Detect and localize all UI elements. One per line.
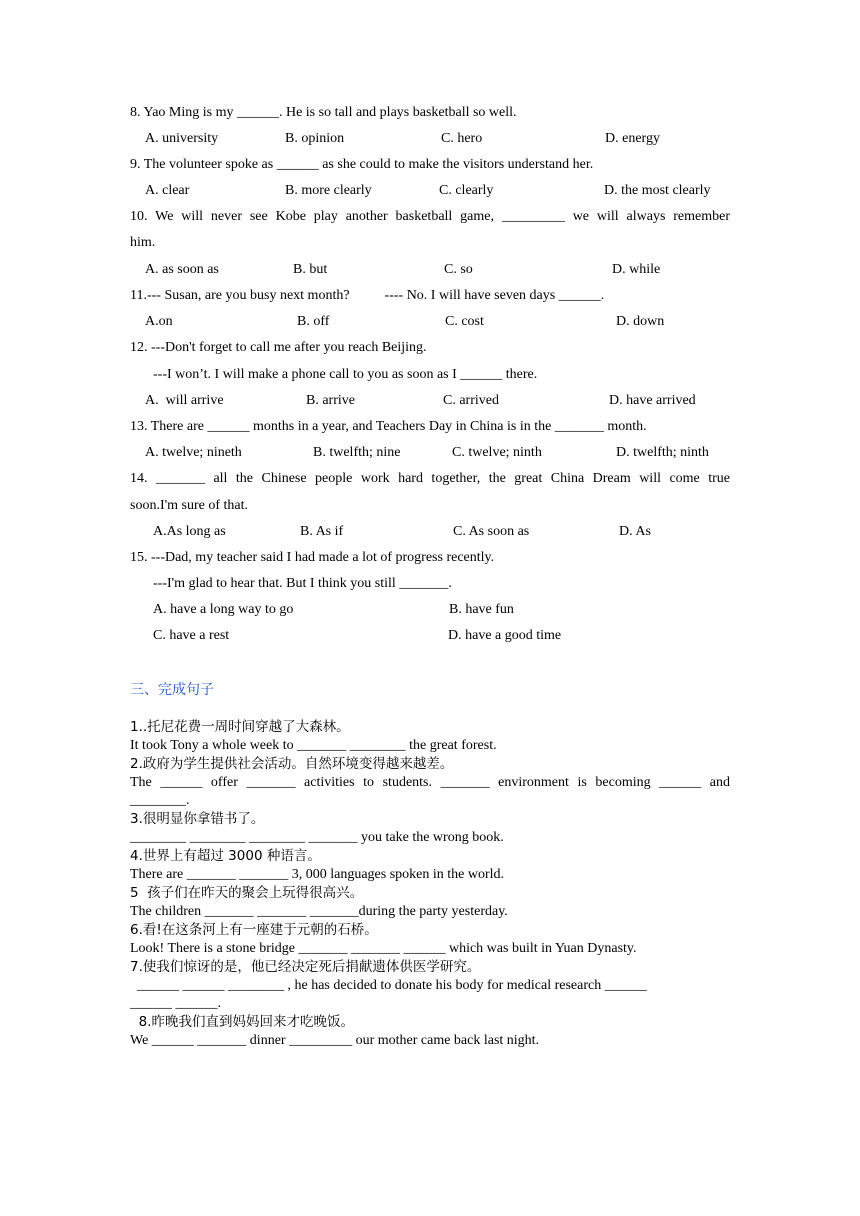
option-14c: C. As soon as	[453, 524, 530, 539]
fill-1-english: It took Tony a whole week to _______ ________ the great forest.	[130, 738, 497, 753]
option-12b: B. arrive	[306, 393, 355, 408]
option-10a: A. as soon as	[145, 262, 219, 277]
option-13c: C. twelve; ninth	[452, 445, 542, 460]
fill-6-chinese: 6.看!在这条河上有一座建于元朝的石桥。	[130, 922, 378, 938]
fill-2-english: The ______ offer _______ activities to students. _______ environment is becoming ______ and	[130, 775, 730, 790]
fill-5-english: The children _______ _______ _______during the party yesterday.	[130, 904, 508, 919]
fill-3-english: ________ ________ ________ _______ you take the wrong book.	[130, 830, 504, 845]
option-12c: C. arrived	[443, 393, 499, 408]
option-8b: B. opinion	[285, 131, 345, 146]
option-14a: A.As long as	[153, 524, 226, 539]
option-9b: B. more clearly	[285, 183, 372, 198]
question-8: 8. Yao Ming is my ______. He is so tall and plays basketball so well.	[130, 105, 517, 120]
fill-6-english: Look! There is a stone bridge _______ _______ ______ which was built in Yuan Dynasty.	[130, 941, 637, 956]
option-15b: B. have fun	[449, 602, 514, 617]
option-11a: A.on	[145, 314, 173, 329]
option-10c: C. so	[444, 262, 473, 277]
option-15a: A. have a long way to go	[153, 602, 294, 617]
question-15: 15. ---Dad, my teacher said I had made a lot of progress recently.	[130, 550, 495, 565]
fill-2-chinese: 2.政府为学生提供社会活动。自然环境变得越来越差。	[130, 756, 454, 772]
question-11: 11.--- Susan, are you busy next month? ---- No. I will have seven days ______.	[130, 288, 605, 303]
option-15c: C. have a rest	[153, 628, 230, 643]
option-9d: D. the most clearly	[604, 183, 711, 198]
fill-8-english: We ______ _______ dinner _________ our mother came back last night.	[130, 1033, 540, 1048]
question-13: 13. There are ______ months in a year, and Teachers Day in China is in the _______ month.	[130, 419, 647, 434]
section-title: 三、完成句子	[130, 682, 214, 698]
option-10d: D. while	[612, 262, 661, 277]
question-15-cont: ---I'm glad to hear that. But I think you still _______.	[153, 576, 452, 591]
fill-7-chinese: 7.使我们惊讶的是，他已经决定死后捐献遗体供医学研究。	[130, 959, 481, 975]
option-11c: C. cost	[445, 314, 484, 329]
option-13b: B. twelfth; nine	[313, 445, 401, 460]
question-12-cont: ---I won’t. I will make a phone call to you as soon as I ______ there.	[153, 367, 538, 382]
fill-4-chinese: 4.世界上有超过 3000 种语言。	[130, 848, 321, 864]
option-14b: B. As if	[300, 524, 344, 539]
question-14-cont: soon.I'm sure of that.	[130, 498, 249, 513]
option-12a: A. will arrive	[145, 393, 224, 408]
question-14: 14. _______ all the Chinese people work hard together, the great China Dream will come true	[130, 471, 730, 486]
option-9c: C. clearly	[439, 183, 494, 198]
fill-2-english-cont: ________.	[130, 793, 190, 808]
fill-1-chinese: 1..托尼花费一周时间穿越了大森林。	[130, 719, 350, 735]
fill-7-english: ______ ______ ________ , he has decided to donate his body for medical research ______	[130, 978, 647, 993]
fill-7-english-cont: ______ ______.	[130, 996, 221, 1011]
fill-5-chinese: 5 孩子们在昨天的聚会上玩得很高兴。	[130, 885, 364, 901]
question-9: 9. The volunteer spoke as ______ as she could to make the visitors understand her.	[130, 157, 594, 172]
option-8c: C. hero	[441, 131, 483, 146]
option-8a: A. university	[145, 131, 219, 146]
option-10b: B. but	[293, 262, 328, 277]
question-10-cont: him.	[130, 235, 156, 250]
fill-4-english: There are _______ _______ 3, 000 languages spoken in the world.	[130, 867, 505, 882]
fill-8-chinese: 8.昨晚我们直到妈妈回来才吃晚饭。	[130, 1014, 354, 1030]
option-11b: B. off	[297, 314, 330, 329]
option-13a: A. twelve; nineth	[145, 445, 242, 460]
fill-3-chinese: 3.很明显你拿错书了。	[130, 811, 265, 827]
option-15d: D. have a good time	[448, 628, 562, 643]
option-12d: D. have arrived	[609, 393, 696, 408]
question-10: 10. We will never see Kobe play another basketball game, _________ we will always remember	[130, 209, 730, 224]
option-8d: D. energy	[605, 131, 660, 146]
option-9a: A. clear	[145, 183, 190, 198]
question-12: 12. ---Don't forget to call me after you reach Beijing.	[130, 340, 427, 355]
option-11d: D. down	[616, 314, 665, 329]
option-13d: D. twelfth; ninth	[616, 445, 709, 460]
option-14d: D. As	[619, 524, 651, 539]
